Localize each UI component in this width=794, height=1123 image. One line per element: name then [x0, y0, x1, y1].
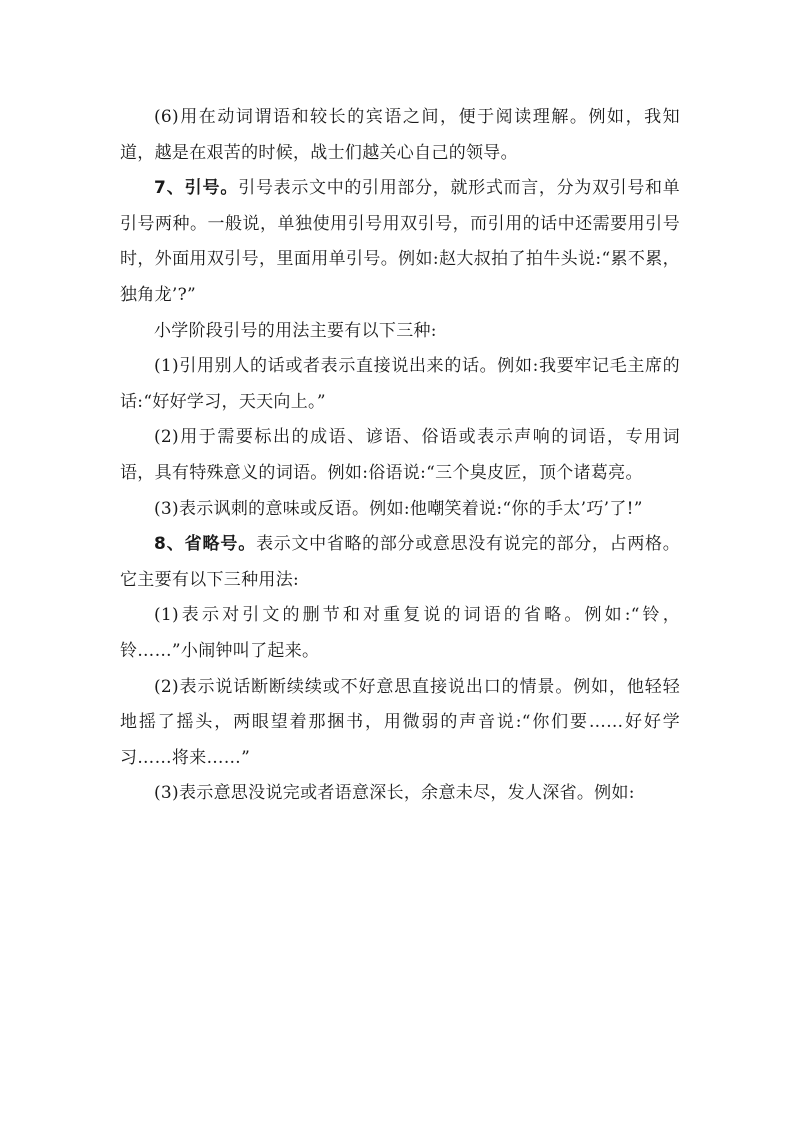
- paragraph-text: 引号表示文中的引用部分，就形式而言，分为双引号和单引号两种。一般说，单独使用引号用双引号，而引用的话中还需要用引号时，外面用双引号，里面用单引号。例如:赵大叔拍了拍牛头说:“累不累，独角龙’?”: [120, 178, 680, 305]
- paragraph-ellipsis-usage-2: [120, 670, 680, 777]
- paragraph-text: (1)引用别人的话或者表示直接说出来的话。例如:我要牢记毛主席的话:“好好学习，天天向上。”: [120, 356, 680, 412]
- body-text: [120, 100, 680, 812]
- paragraph-text: (3)表示讽刺的意味或反语。例如:他嘲笑着说:“你的手太’巧’了!”: [154, 498, 643, 519]
- paragraph-comma-usage-6: [120, 100, 680, 171]
- paragraph-text: 小学阶段引号的用法主要有以下三种:: [154, 320, 437, 341]
- paragraph-quotation-usage-2: [120, 420, 680, 491]
- paragraph-quotation-marks: [120, 171, 680, 313]
- paragraph-ellipsis: [120, 527, 680, 598]
- paragraph-text: (2)用于需要标出的成语、谚语、俗语或表示声响的词语，专用词语，具有特殊意义的词语。例如:俗语说:“三个臭皮匠，顶个诸葛亮。: [120, 427, 680, 483]
- paragraph-quotation-usage-3: [120, 492, 680, 528]
- paragraph-text: (2)表示说话断断续续或不好意思直接说出口的情景。例如，他轻轻地摇了摇头，两眼望着那捆书，用微弱的声音说:“你们要……好好学习……将来……”: [120, 676, 680, 768]
- paragraph-quotation-usage-1: [120, 349, 680, 420]
- paragraph-ellipsis-usage-3: [120, 776, 680, 812]
- paragraph-ellipsis-usage-1: [120, 598, 680, 669]
- paragraph-text: (1)表示对引文的删节和对重复说的词语的省略。例如:“铃，铃……”小闹钟叫了起来。: [120, 605, 680, 661]
- section-heading-quotation-marks: 7、引号。: [154, 178, 239, 199]
- paragraph-quotation-intro: [120, 314, 680, 350]
- paragraph-text: 表示文中省略的部分或意思没有说完的部分，占两格。它主要有以下三种用法:: [120, 534, 680, 590]
- paragraph-text: (3)表示意思没说完或者语意深长，余意未尽，发人深省。例如:: [154, 783, 635, 804]
- section-heading-ellipsis: 8、省略号。: [154, 534, 257, 555]
- paragraph-text: (6)用在动词谓语和较长的宾语之间，便于阅读理解。例如，我知道，越是在艰苦的时候，战士们越关心自己的领导。: [120, 107, 680, 163]
